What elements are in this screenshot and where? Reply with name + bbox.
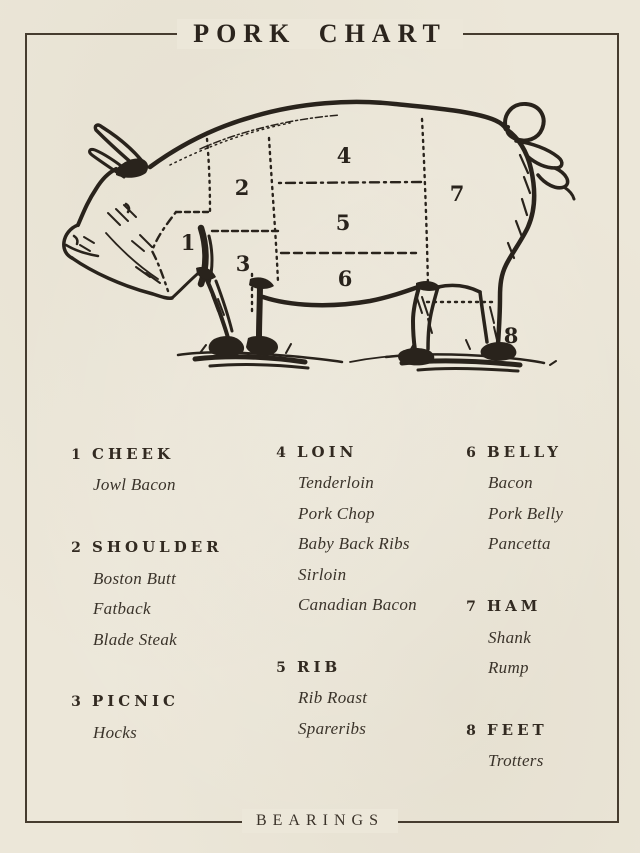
hoof [209, 336, 244, 356]
cut-item: Sirloin [298, 564, 347, 584]
cut-item: Bacon [488, 473, 533, 493]
legend-column-2 [273, 437, 417, 776]
section-number-2: 2 [234, 175, 250, 200]
cut-item: Rib Roast [298, 688, 368, 708]
rear-leg [413, 284, 420, 350]
cut-number: 7 [466, 599, 476, 616]
cut-heading [68, 532, 223, 563]
legend-group-cheek [68, 439, 223, 501]
cut-number: 3 [71, 694, 81, 711]
legend-group-shoulder [68, 532, 223, 655]
cut-name: SHOULDER [92, 538, 223, 557]
cut-item: Baby Back Ribs [298, 534, 410, 554]
cut-heading [463, 715, 563, 746]
legend-group-feet [463, 715, 563, 777]
section-number-5: 5 [335, 210, 351, 235]
cut-item: Canadian Bacon [298, 595, 417, 615]
pig-outline [64, 102, 574, 350]
section-number-7: 7 [449, 181, 465, 206]
cut-number: 6 [466, 445, 476, 461]
poster-header [0, 19, 640, 49]
legend-group-ham [463, 591, 563, 683]
cut-item: Blade Steak [93, 629, 178, 649]
rear-leg-far [480, 292, 487, 342]
legend-group-belly [463, 437, 563, 560]
cut-name: BELLY [487, 443, 562, 461]
cut-item: Jowl Bacon [93, 475, 176, 495]
snout [64, 225, 78, 258]
legend-column-3 [463, 437, 563, 808]
hoof [398, 348, 434, 365]
pig-diagram [50, 85, 590, 385]
cut-item: Rump [488, 657, 529, 677]
legend-group-picnic [68, 686, 223, 748]
cut-number: 2 [71, 540, 81, 557]
cut-heading [68, 439, 223, 470]
nostril [74, 236, 77, 244]
cut-number: 4 [276, 445, 286, 461]
cut-number: 5 [276, 659, 286, 676]
section-number-3: 3 [235, 251, 251, 276]
brand-name: BEARINGS [242, 809, 398, 833]
cut-name: RIB [297, 657, 342, 676]
cut-item: Trotters [488, 751, 544, 771]
legend-group-rib [273, 652, 417, 744]
cut-name: HAM [487, 597, 542, 616]
section-number-4: 4 [336, 143, 352, 168]
cut-item: Hocks [93, 722, 137, 742]
section-numbers [181, 143, 519, 348]
section-number-8: 8 [503, 323, 519, 348]
cut-heading [68, 686, 223, 717]
ham-outline [498, 129, 534, 344]
section-number-1: 1 [180, 230, 196, 255]
cut-number: 1 [71, 447, 81, 463]
cut-item: Shank [488, 627, 532, 647]
cut-item: Boston Butt [93, 568, 177, 588]
cut-item: Fatback [93, 599, 151, 619]
cut-name: FEET [487, 720, 548, 739]
cut-item: Pancetta [488, 534, 551, 554]
front-leg-far [259, 282, 260, 337]
cut-name: PICNIC [92, 692, 179, 711]
cut-item: Spareribs [298, 718, 367, 738]
cut-item: Pork Chop [298, 503, 375, 523]
poster-footer [0, 809, 640, 833]
section-number-6: 6 [337, 266, 353, 291]
cut-heading [463, 437, 563, 468]
legend-column-1 [68, 439, 223, 780]
cut-number: 8 [466, 722, 476, 739]
page-title: PORK CHART [177, 19, 463, 49]
curly-tail [505, 104, 543, 141]
cut-heading [463, 591, 563, 622]
cut-heading [273, 652, 417, 683]
cut-name: LOIN [297, 443, 358, 461]
cut-heading [273, 437, 417, 468]
cut-item: Tenderloin [298, 473, 375, 493]
cut-item: Pork Belly [488, 503, 564, 523]
cut-name: CHEEK [92, 445, 175, 463]
legend-group-loin [273, 437, 417, 620]
